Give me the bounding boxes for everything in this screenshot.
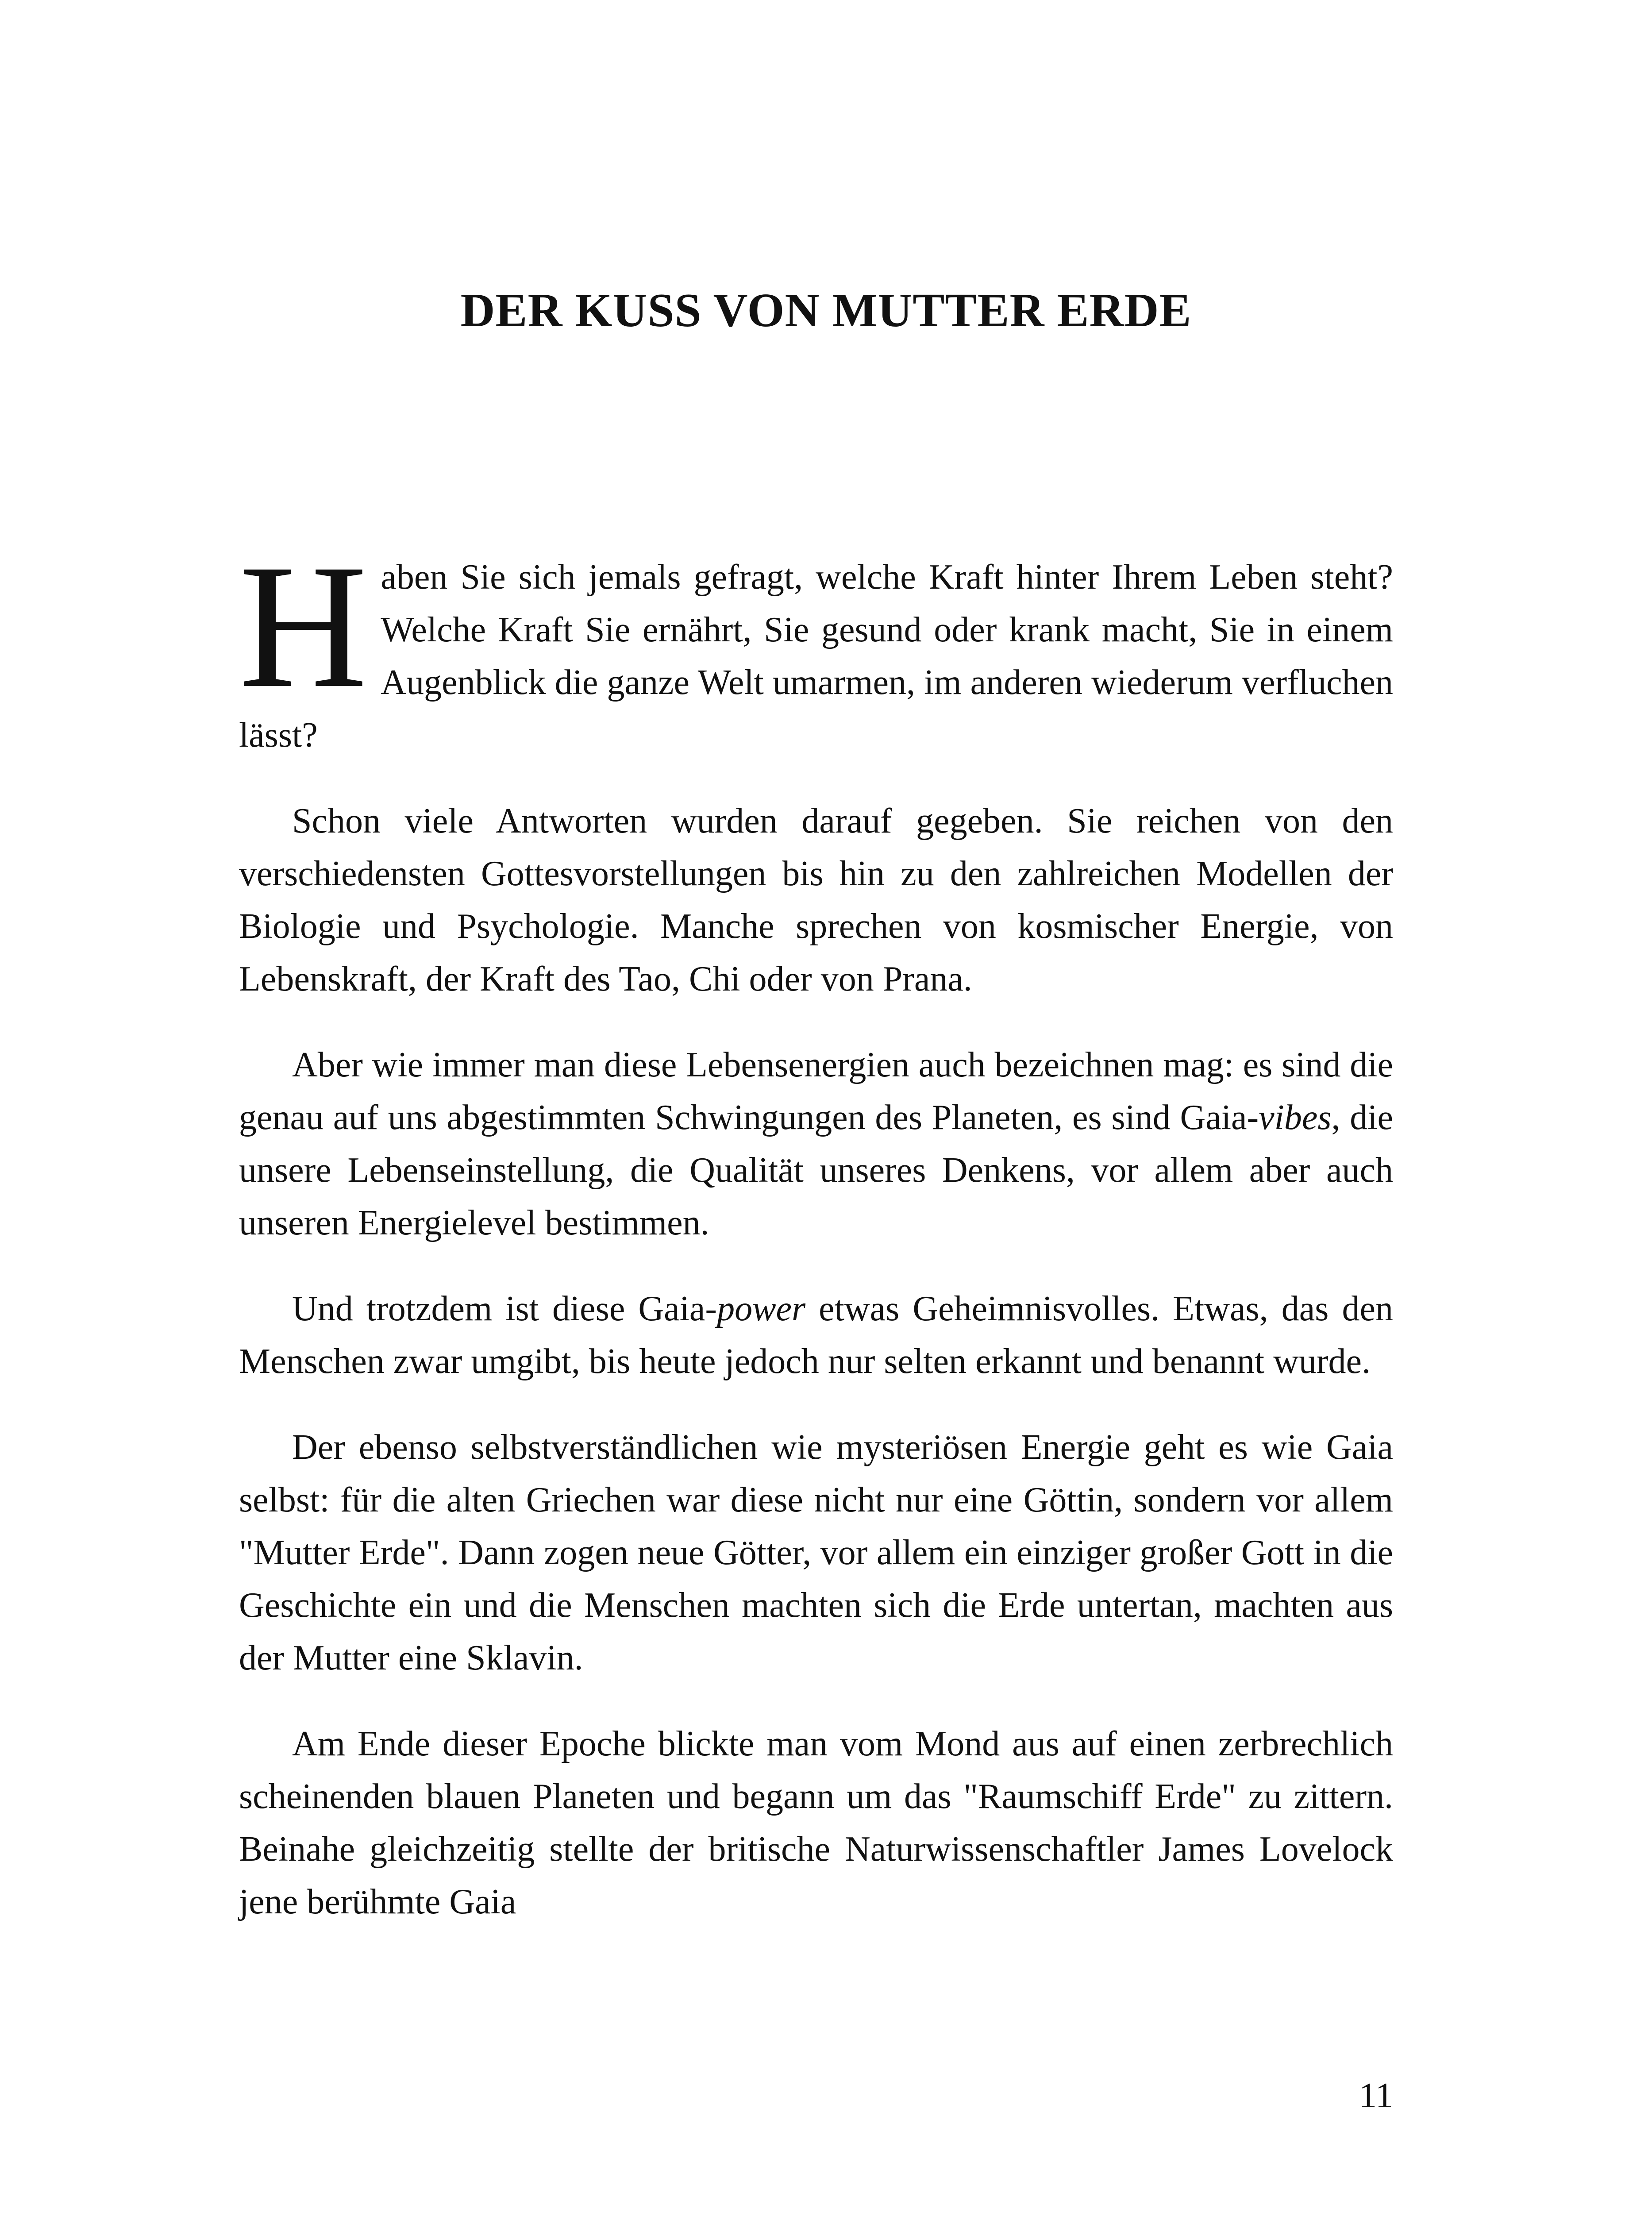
body-text bbox=[239, 528, 1394, 1962]
paragraph-text: Und trotzdem ist diese Gaia- bbox=[292, 1289, 717, 1328]
paragraph-text: aben Sie sich jemals gefragt, welche Kraft hinter Ihrem Leben steht? Welche Kraft Sie ernährt, Sie gesund oder krank macht, Sie in einem Augenblick die ganze Welt umarmen, im anderen wiederum verfluchen lässt? bbox=[239, 558, 1393, 755]
chapter-title: DER KUSS VON MUTTER ERDE bbox=[460, 284, 1192, 337]
emphasis-text: vibes bbox=[1259, 1098, 1332, 1137]
paragraph-1 bbox=[239, 528, 1393, 762]
paragraph-2 bbox=[239, 795, 1393, 1006]
page-number: 11 bbox=[1359, 2076, 1393, 2115]
paragraph-text: etwas Geheimnisvolles. Etwas, das den Menschen zwar umgibt, bis heute jedoch nur selten erkannt und benannt wurde. bbox=[239, 1289, 1394, 1381]
paragraph-5 bbox=[239, 1421, 1393, 1685]
emphasis-text: power bbox=[717, 1289, 806, 1328]
drop-cap: H bbox=[239, 528, 368, 725]
paragraph-4 bbox=[239, 1283, 1393, 1388]
paragraph-text: Der ebenso selbstverständlichen wie mysteriösen Energie geht es wie Gaia selbst: für die alten Griechen war diese nicht nur eine Göttin, sondern vor allem "Mutter Erde". Dann zogen neue Götter, vor allem ein einziger großer Gott in die Geschichte ein und die Menschen machten sich die Erde untertan, machten aus der Mutter eine Sklavin. bbox=[239, 1428, 1393, 1677]
paragraph-text: Am Ende dieser Epoche blickte man vom Mond aus auf einen zerbrechlich scheinenden blauen Planeten und begann um das "Raumschiff Erde" zu zittern. Beinahe gleichzeitig stellte der britische Naturwissenschaftler James Lovelock jene berühmte Gaia bbox=[239, 1724, 1393, 1921]
paragraph-3 bbox=[239, 1039, 1393, 1249]
paragraph-text: , die unsere Lebenseinstellung, die Qualität unseres Denkens, vor allem aber auch unseren Energielevel bestimmen. bbox=[239, 1098, 1394, 1242]
paragraph-6 bbox=[239, 1718, 1393, 1928]
paragraph-text: Schon viele Antworten wurden darauf gegeben. Sie reichen von den verschiedensten Gottesvorstellungen bis hin zu den zahlreichen Modellen der Biologie und Psychologie. Manche sprechen von kosmischer Energie, von Lebenskraft, der Kraft des Tao, Chi oder von Prana. bbox=[239, 802, 1393, 999]
paragraph-text: Aber wie immer man diese Lebensenergien auch bezeichnen mag: es sind die genau auf uns abgestimmten Schwingungen des Planeten, es sind Gaia- bbox=[239, 1045, 1393, 1137]
